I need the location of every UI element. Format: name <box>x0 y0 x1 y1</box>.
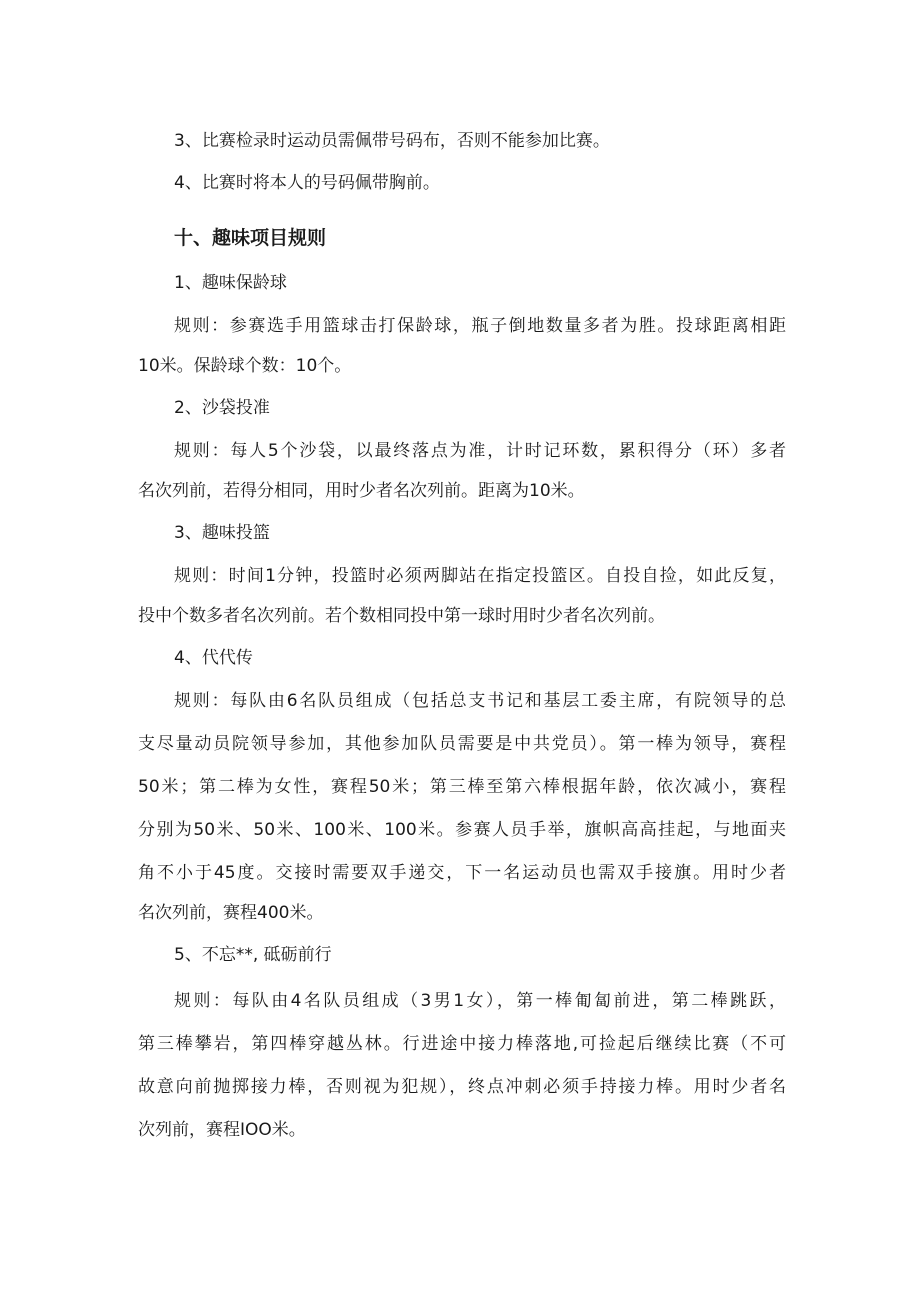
event-rule-line: 规则：每人5个沙袋，以最终落点为准，计时记环数，累积得分（环）多者 <box>174 441 786 461</box>
rule-item-3: 3、比赛检录时运动员需佩带号码布，否则不能参加比赛。 <box>174 131 610 151</box>
event-title: 3、趣味投篮 <box>174 523 270 543</box>
event-rule-line: 第三棒攀岩，第四棒穿越丛林。行进途中接力棒落地,可捡起后继续比赛（不可 <box>138 1034 786 1054</box>
event-rule-line: 规则：每队由6名队员组成（包括总支书记和基层工委主席，有院领导的总 <box>174 691 786 711</box>
event-rule-line: 次列前，赛程IOO米。 <box>138 1120 306 1140</box>
event-title: 4、代代传 <box>174 648 253 668</box>
event-rule-line: 投中个数多者名次列前。若个数相同投中第一球时用时少者名次列前。 <box>138 606 665 626</box>
event-rule-line: 支尽量动员院领导参加，其他参加队员需要是中共党员）。第一棒为领导，赛程 <box>138 734 786 754</box>
event-rule-line: 规则：参赛选手用篮球击打保龄球，瓶子倒地数量多者为胜。投球距离相距 <box>174 316 786 336</box>
event-rule-line: 角不小于45度。交接时需要双手递交，下一名运动员也需双手接旗。用时少者 <box>138 863 786 883</box>
event-title: 2、沙袋投准 <box>174 398 270 418</box>
event-rule-line: 名次列前，赛程400米。 <box>138 903 324 923</box>
event-rule-line: 规则：每队由4名队员组成（3男1女），第一棒匍匐前进，第二棒跳跃， <box>174 991 786 1011</box>
event-rule-line: 10米。保龄球个数：10个。 <box>138 356 352 376</box>
event-rule-line: 故意向前抛掷接力棒，否则视为犯规），终点冲刺必须手持接力棒。用时少者名 <box>138 1077 786 1097</box>
section-title: 十、趣味项目规则 <box>174 227 327 249</box>
event-rule-line: 50米；第二棒为女性，赛程50米；第三棒至第六棒根据年龄，依次减小，赛程 <box>138 777 786 797</box>
event-rule-line: 名次列前，若得分相同，用时少者名次列前。距离为10米。 <box>138 481 585 501</box>
event-rule-line: 分别为50米、50米、100米、100米。参赛人员手举，旗帜高高挂起，与地面夹 <box>138 820 786 840</box>
rule-item-4: 4、比赛时将本人的号码佩带胸前。 <box>174 173 440 193</box>
event-rule-line: 规则：时间1分钟，投篮时必须两脚站在指定投篮区。自投自捡，如此反复， <box>174 566 786 586</box>
event-title: 5、不忘**, 砥砺前行 <box>174 945 332 965</box>
event-title: 1、趣味保龄球 <box>174 273 287 293</box>
